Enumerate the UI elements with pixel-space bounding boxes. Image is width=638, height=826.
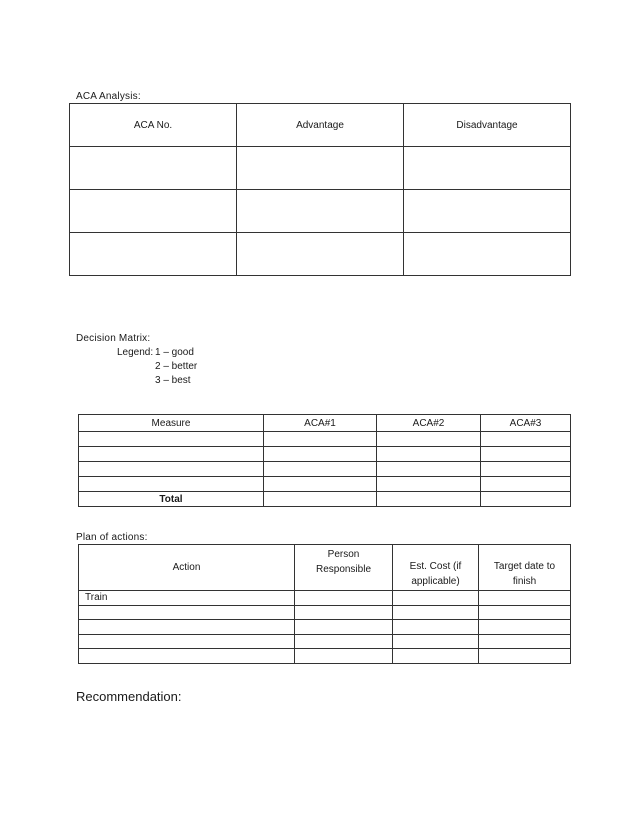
table-cell[interactable] xyxy=(264,492,377,507)
header-action-label: Action xyxy=(172,562,201,573)
table-cell[interactable] xyxy=(264,432,377,447)
table-cell[interactable] xyxy=(404,190,571,233)
table-cell[interactable] xyxy=(237,190,404,233)
table-cell[interactable] xyxy=(237,147,404,190)
total-row xyxy=(79,492,571,507)
header-person-responsible xyxy=(295,545,393,591)
table-cell[interactable] xyxy=(377,492,481,507)
legend-item-good: 1 – good xyxy=(155,347,194,358)
table-cell[interactable] xyxy=(479,620,571,635)
header-person-line2: Responsible xyxy=(315,564,372,575)
action-cell-train[interactable]: Train xyxy=(79,591,295,606)
table-row xyxy=(70,233,571,276)
table-row xyxy=(79,620,571,635)
table-cell[interactable] xyxy=(393,591,479,606)
table-cell[interactable] xyxy=(377,447,481,462)
table-cell[interactable] xyxy=(79,649,295,664)
header-target-line2: finish xyxy=(512,576,537,587)
aca-analysis-table xyxy=(69,103,571,276)
aca-analysis-title: ACA Analysis: xyxy=(76,91,141,102)
table-cell[interactable] xyxy=(70,233,237,276)
table-row xyxy=(79,447,571,462)
table-row xyxy=(79,605,571,620)
table-header-row xyxy=(70,104,571,147)
table-cell[interactable] xyxy=(377,477,481,492)
table-cell[interactable] xyxy=(393,634,479,649)
header-aca-3: ACA#3 xyxy=(481,415,571,432)
header-target-date xyxy=(479,545,571,591)
table-row xyxy=(70,147,571,190)
header-cost-line2: applicable) xyxy=(411,576,460,587)
table-header-row xyxy=(79,545,571,591)
table-cell[interactable] xyxy=(481,432,571,447)
table-cell[interactable] xyxy=(79,462,264,477)
table-cell[interactable] xyxy=(479,591,571,606)
table-cell[interactable] xyxy=(70,190,237,233)
table-cell[interactable] xyxy=(264,477,377,492)
table-cell[interactable] xyxy=(237,233,404,276)
table-cell[interactable] xyxy=(479,649,571,664)
total-label: Total xyxy=(79,492,264,507)
table-cell[interactable] xyxy=(79,620,295,635)
table-cell[interactable] xyxy=(481,477,571,492)
table-cell[interactable] xyxy=(70,147,237,190)
header-aca-no: ACA No. xyxy=(70,104,237,147)
table-cell[interactable] xyxy=(295,605,393,620)
table-cell[interactable] xyxy=(481,447,571,462)
table-cell[interactable] xyxy=(479,605,571,620)
recommendation-title: Recommendation: xyxy=(76,689,182,704)
decision-matrix-table xyxy=(78,414,571,507)
plan-of-actions-table xyxy=(78,544,571,664)
header-advantage: Advantage xyxy=(237,104,404,147)
table-row xyxy=(79,649,571,664)
table-cell[interactable] xyxy=(264,447,377,462)
table-cell[interactable] xyxy=(393,649,479,664)
decision-matrix-title: Decision Matrix: xyxy=(76,333,151,344)
table-cell[interactable] xyxy=(79,432,264,447)
table-row xyxy=(79,477,571,492)
table-cell[interactable] xyxy=(79,477,264,492)
header-est-cost xyxy=(393,545,479,591)
table-cell[interactable] xyxy=(264,462,377,477)
table-cell[interactable] xyxy=(404,233,571,276)
table-cell[interactable] xyxy=(295,634,393,649)
header-cost-line1: Est. Cost (if xyxy=(409,561,462,572)
table-cell[interactable] xyxy=(393,605,479,620)
header-aca-2: ACA#2 xyxy=(377,415,481,432)
table-cell[interactable] xyxy=(481,492,571,507)
table-cell[interactable] xyxy=(295,620,393,635)
header-measure: Measure xyxy=(79,415,264,432)
table-cell[interactable] xyxy=(481,462,571,477)
table-cell[interactable] xyxy=(79,447,264,462)
table-cell[interactable] xyxy=(295,591,393,606)
table-cell[interactable] xyxy=(295,649,393,664)
legend-item-better: 2 – better xyxy=(155,361,198,372)
table-row xyxy=(79,591,571,606)
table-row xyxy=(70,190,571,233)
header-target-line1: Target date to xyxy=(493,561,556,572)
legend-item-best: 3 – best xyxy=(155,375,191,386)
table-row xyxy=(79,634,571,649)
table-cell[interactable] xyxy=(479,634,571,649)
table-cell[interactable] xyxy=(377,432,481,447)
table-cell[interactable] xyxy=(393,620,479,635)
table-row xyxy=(79,462,571,477)
header-aca-1: ACA#1 xyxy=(264,415,377,432)
header-disadvantage: Disadvantage xyxy=(404,104,571,147)
table-cell[interactable] xyxy=(377,462,481,477)
table-row xyxy=(79,432,571,447)
table-cell[interactable] xyxy=(79,634,295,649)
header-person-line1: Person xyxy=(327,549,360,560)
table-cell[interactable] xyxy=(79,605,295,620)
legend-label: Legend: xyxy=(117,347,154,358)
table-cell[interactable] xyxy=(404,147,571,190)
plan-of-actions-title: Plan of actions: xyxy=(76,532,148,543)
header-action xyxy=(79,545,295,591)
table-header-row xyxy=(79,415,571,432)
